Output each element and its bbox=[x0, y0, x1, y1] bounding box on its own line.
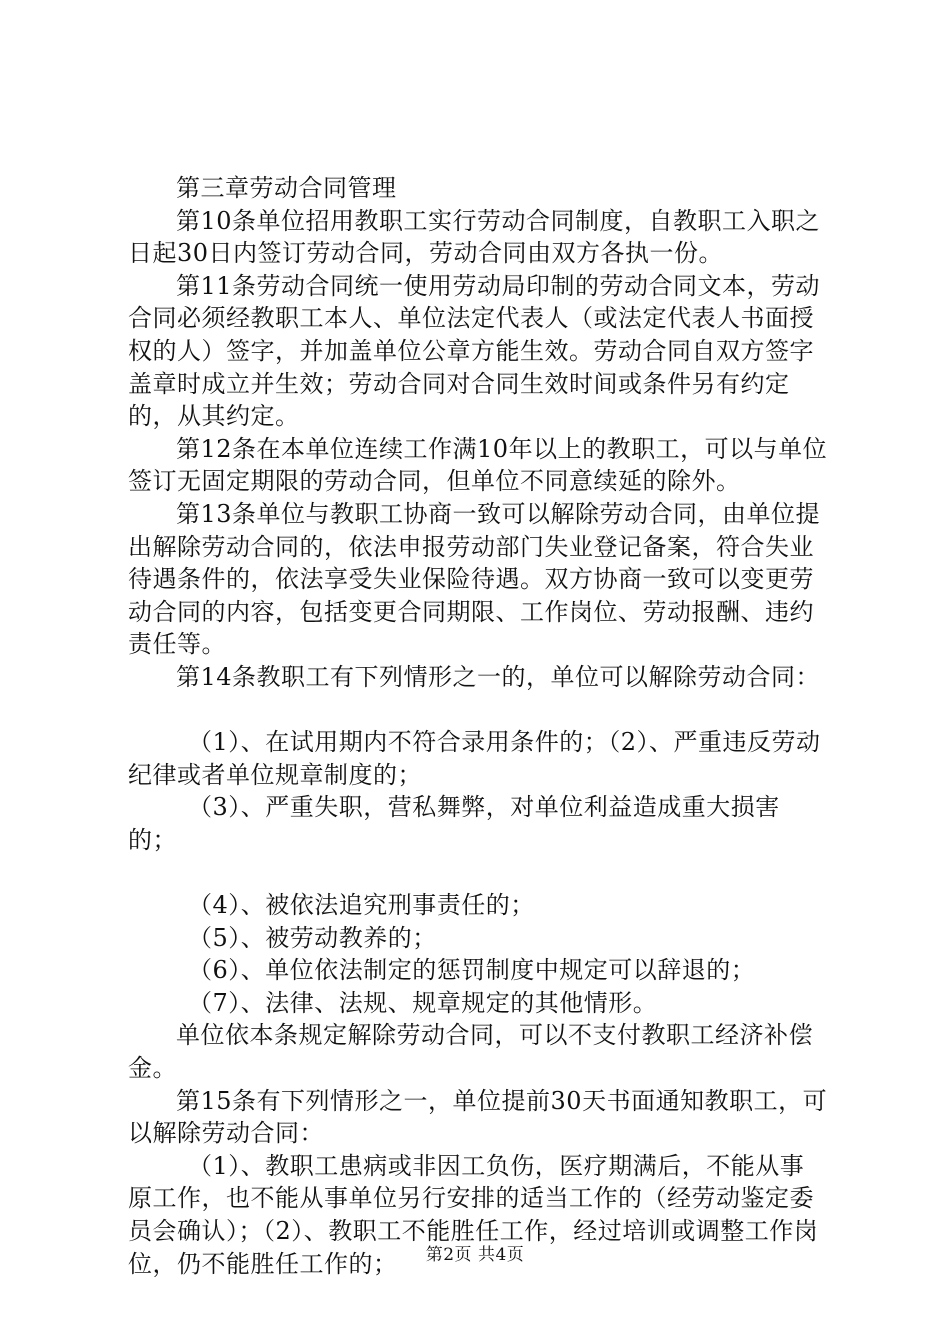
article-14-item-4: （4）、被依法追究刑事责任的； bbox=[188, 891, 535, 920]
article-14-item-5: （5）、被劳动教养的； bbox=[188, 923, 437, 952]
article-14-item-6: （6）、单位依法制定的惩罚制度中规定可以辞退的； bbox=[188, 956, 756, 985]
chapter-heading: 第三章劳动合同管理 bbox=[176, 174, 397, 202]
page-number-footer: 第2页 共4页 bbox=[425, 1245, 525, 1265]
paragraph-gap bbox=[128, 694, 828, 727]
article-14: 第14条教职工有下列情形之一的，单位可以解除劳动合同： bbox=[176, 662, 821, 691]
article-15-items: （1）、教职工患病或非因工负伤，医疗期满后，不能从事原工作，也不能从事单位另行安排的适当工作的（经劳动鉴定委员会确认）；（2）、教职工不能胜任工作，经过培训或调整工作岗位，仍不能胜任工作的； bbox=[128, 1151, 819, 1278]
article-14-item-1-2: （1）、在试用期内不符合录用条件的；（2）、严重违反劳动纪律或者单位规章制度的； bbox=[128, 728, 821, 789]
article-10: 第10条单位招用教职工实行劳动合同制度，自教职工入职之日起30日内签订劳动合同，劳动合同由双方各执一份。 bbox=[128, 206, 821, 268]
article-14-item-3: （3）、严重失职，营私舞弊，对单位利益造成重大损害的； bbox=[128, 793, 780, 854]
article-11: 第11条劳动合同统一使用劳动局印制的劳动合同文本，劳动合同必须经教职工本人、单位法定代表人（或法定代表人书面授权的人）签字，并加盖单位公章方能生效。劳动合同自双方签字盖章时成立并生效；劳动合同对合同生效时间或条件另有约定的，从其约定。 bbox=[128, 271, 821, 431]
article-13: 第13条单位与教职工协商一致可以解除劳动合同，由单位提出解除劳动合同的，依法申报劳动部门失业登记备案，符合失业待遇条件的，依法享受失业保险待遇。双方协商一致可以变更劳动合同的内容，包括变更合同期限、工作岗位、劳动报酬、违约责任等。 bbox=[128, 499, 821, 659]
article-14-note: 单位依本条规定解除劳动合同，可以不支付教职工经济补偿金。 bbox=[128, 1021, 813, 1083]
article-12: 第12条在本单位连续工作满10年以上的教职工，可以与单位签订无固定期限的劳动合同，但单位不同意续延的除外。 bbox=[128, 434, 828, 496]
article-14-item-7: （7）、法律、法规、规章规定的其他情形。 bbox=[188, 988, 658, 1017]
article-15: 第15条有下列情形之一，单位提前30天书面通知教职工，可以解除劳动合同： bbox=[128, 1086, 828, 1148]
paragraph-gap bbox=[128, 856, 828, 889]
document-body bbox=[128, 172, 828, 1280]
